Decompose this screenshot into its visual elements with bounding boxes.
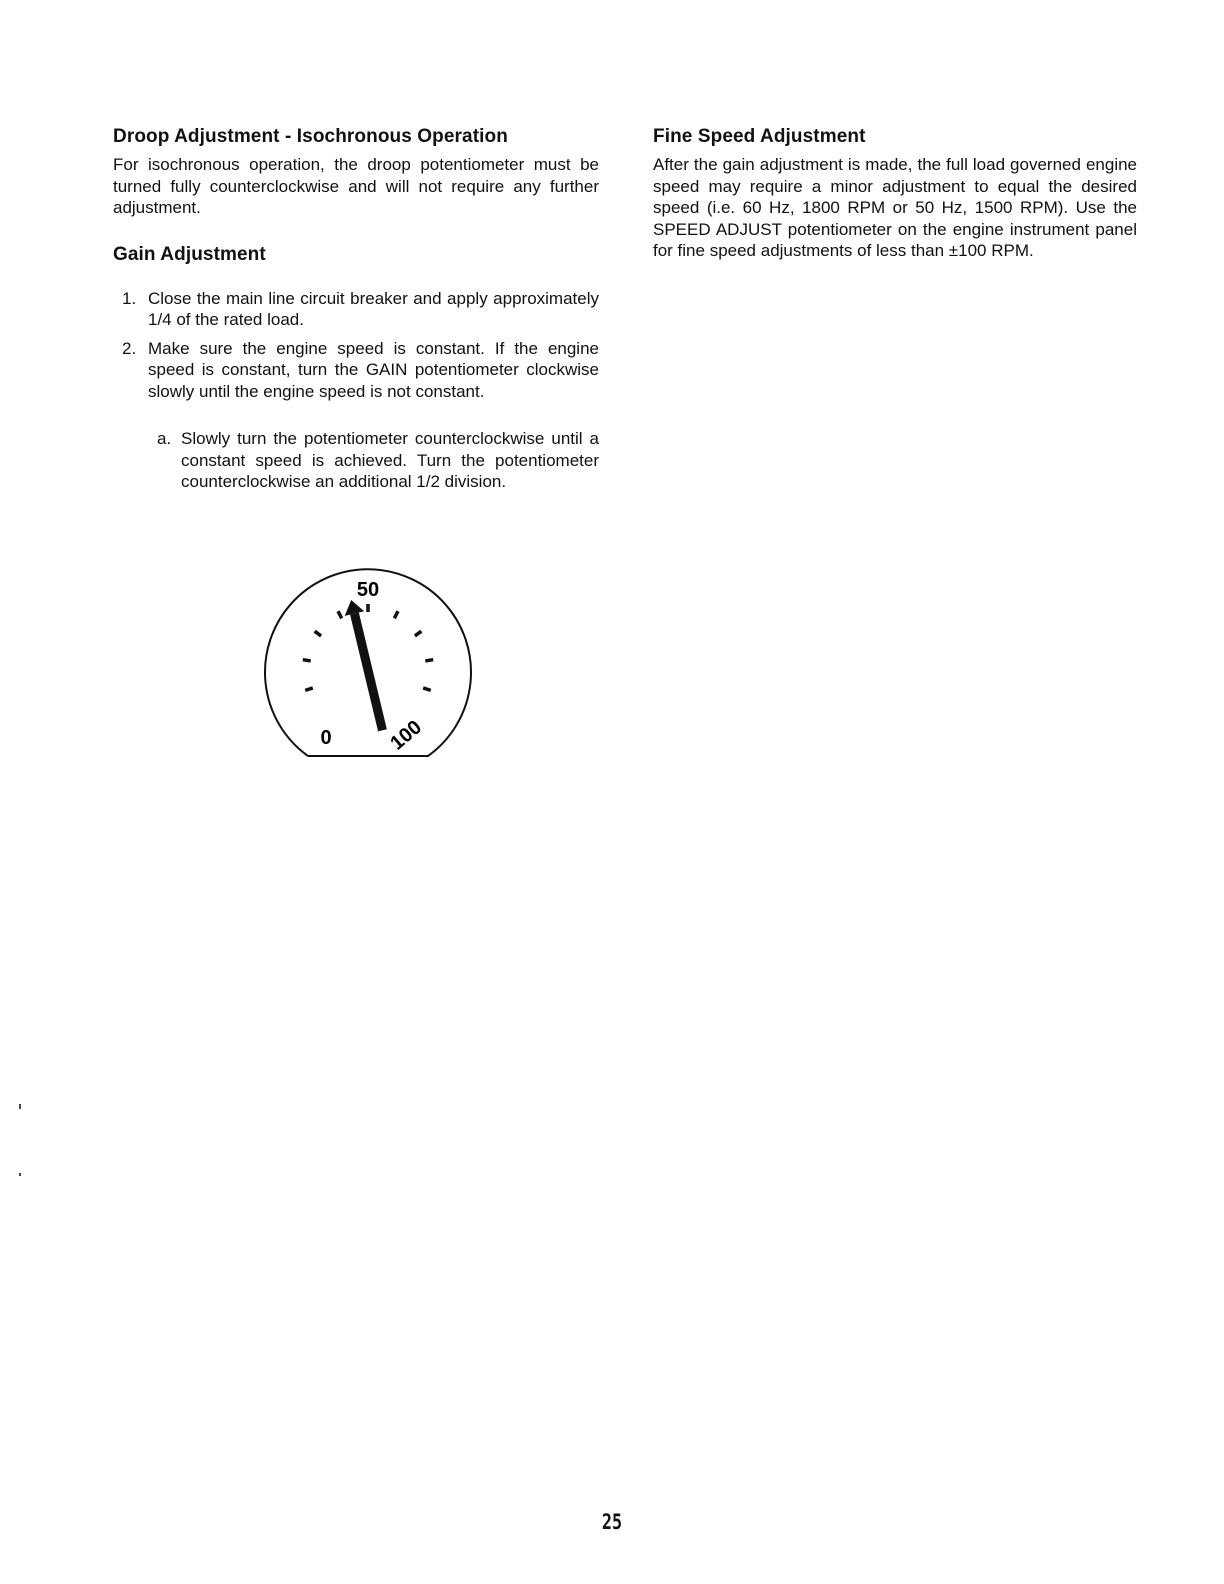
droop-heading: Droop Adjustment - Isochronous Operation <box>113 126 508 147</box>
dial-label-mid: 50 <box>356 579 380 601</box>
step-text: Make sure the engine speed is constant. If the engine speed is constant, turn the GAIN potentiometer clockwise slowly until the engine speed is not constant. <box>148 338 599 401</box>
scan-speck <box>19 1104 21 1109</box>
substep-letter: a. <box>157 429 172 448</box>
droop-text: For isochronous operation, the droop potentiometer must be turned fully counterclockwise and will not require any further adjustment. <box>113 155 599 217</box>
step-text: Close the main line circuit breaker and apply approximately 1/4 of the rated load. <box>148 288 599 329</box>
potentiometer-dial <box>258 560 478 765</box>
left-column <box>113 126 599 493</box>
gain-step-1 <box>113 288 599 331</box>
gain-step-2 <box>113 338 599 403</box>
dial-pointer <box>345 600 383 730</box>
step-number: 2. <box>122 338 137 358</box>
dial-pointer-shaft <box>354 614 382 731</box>
gain-substep-a <box>113 428 599 493</box>
dial-tick-mark <box>303 660 311 661</box>
dial-tick-mark <box>338 611 342 618</box>
gain-steps <box>113 288 599 403</box>
fine-speed-heading: Fine Speed Adjustment <box>653 126 866 147</box>
dial-tick-mark <box>423 688 431 690</box>
substep-text: Slowly turn the potentiometer counterclockwise until a constant speed is achieved. Turn the potentiometer counterclockwise an additional 1/2 division. <box>181 429 599 491</box>
page-number: 25 <box>601 1510 623 1534</box>
dial-label-min: 0 <box>320 727 332 749</box>
dial-tick-mark <box>315 631 321 636</box>
dial-tick-mark <box>425 660 433 661</box>
dial-tick-mark <box>394 611 398 618</box>
gain-heading: Gain Adjustment <box>113 243 266 265</box>
fine-speed-text: After the gain adjustment is made, the full load governed engine speed may require a minor adjustment to equal the desired speed (i.e. 60 Hz, 1800 RPM or 50 Hz, 1500 RPM). Use the SPEED ADJUST potentiometer on the engine instrument panel for fine speed adjustments of less than ±100 RPM. <box>653 155 1137 260</box>
dial-tick-mark <box>415 631 421 636</box>
dial-pointer-arrowhead <box>345 600 364 616</box>
step-number: 1. <box>122 288 137 308</box>
right-column <box>653 126 1137 262</box>
dial-label-max: 100 <box>386 716 426 755</box>
dial-tick-mark <box>305 688 313 690</box>
scan-speck <box>19 1173 21 1176</box>
